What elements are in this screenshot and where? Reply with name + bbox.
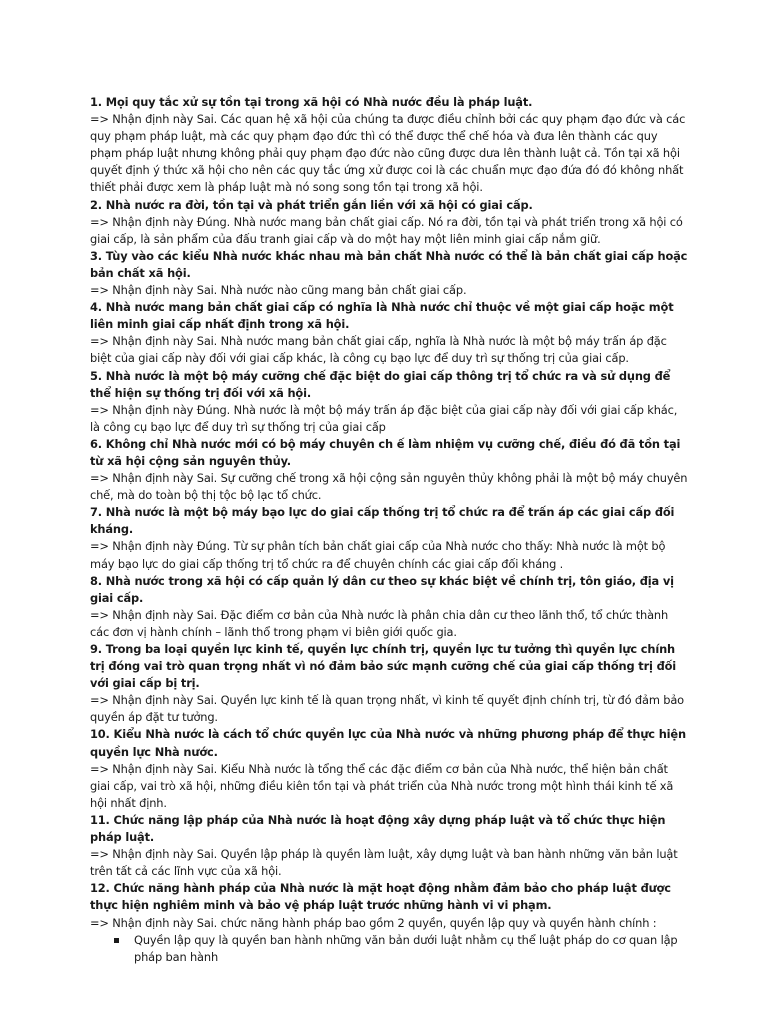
square-bullet-icon <box>114 938 119 943</box>
qa-item-7 <box>90 504 690 572</box>
answer-7: => Nhận định này Đúng. Từ sự phân tích bản chất giai cấp của Nhà nước cho thấy: Nhà nước là một bộ máy bạo lực do giai cấp thống trị tổ chức ra để chuyên chính các giai cấp đối kháng . <box>90 539 666 571</box>
document-body <box>90 94 690 966</box>
question-7: 7. Nhà nước là một bộ máy bạo lực do giai cấp thống trị tổ chức ra để trấn áp các giai cấp đối kháng. <box>90 505 675 537</box>
question-11: 11. Chức năng lập pháp của Nhà nước là hoạt động xây dựng pháp luật và tổ chức thực hiện pháp luật. <box>90 812 666 845</box>
question-10: 10. Kiểu Nhà nước là cách tổ chức quyền lực của Nhà nước và những phương pháp để thực hiện quyền lực Nhà nước. <box>90 727 686 759</box>
qa-item-1 <box>90 94 690 197</box>
answer-4: => Nhận định này Sai. Nhà nước mang bản chất giai cấp, nghĩa là Nhà nước là một bộ máy trấn áp đặc biệt của giai cấp này đối với giai cấp khác, là công cụ bạo lực để duy trì sự thống trị của giai cấp. <box>90 334 667 366</box>
question-1: 1. Mọi quy tắc xử sự tồn tại trong xã hội có Nhà nước đều là pháp luật. <box>90 95 533 109</box>
qa-item-10 <box>90 726 690 811</box>
answer-5: => Nhận định này Đúng. Nhà nước là một bộ máy trấn áp đặc biệt của giai cấp này đối với giai cấp khác, là công cụ bạo lực để duy trì sự thống trị của giai cấp <box>90 402 678 434</box>
answer-2: => Nhận định này Đúng. Nhà nước mang bản chất giai cấp. Nó ra đời, tồn tại và phát triển trong xã hội có giai cấp, là sản phẩm của đấu tranh giai cấp và do một hay một liên minh giai cấp nắm giữ. <box>90 214 683 246</box>
question-8: 8. Nhà nước trong xã hội có cấp quản lý dân cư theo sự khác biệt về chính trị, tôn giáo, địa vị giai cấp. <box>90 573 674 605</box>
qa-item-8 <box>90 573 690 641</box>
qa-item-4 <box>90 299 690 367</box>
bullet-item <box>134 932 690 966</box>
answer-6: => Nhận định này Sai. Sự cưỡng chế trong xã hội cộng sản nguyên thủy không phải là một bộ máy chuyên chế, mà do toàn bộ thị tộc bộ lạc tổ chức. <box>90 471 688 503</box>
question-4: 4. Nhà nước mang bản chất giai cấp có nghĩa là Nhà nước chỉ thuộc về một giai cấp hoặc một liên minh giai cấp nhất định trong xã hội. <box>90 300 674 332</box>
answer-10: => Nhận định này Sai. Kiểu Nhà nước là tổng thể các đặc điểm cơ bản của Nhà nước, thể hiện bản chất giai cấp, vai trò xã hội, những điều kiên tồn tại và phát triển của Nhà nước trong một hình thái kinh tế xã hội nhất định. <box>90 761 674 810</box>
answer-9: => Nhận định này Sai. Quyền lực kinh tế là quan trọng nhất, vì kinh tế quyết định chính trị, từ đó đảm bảo quyền áp đặt tư tưởng. <box>90 693 684 725</box>
qa-item-3 <box>90 248 690 299</box>
bullet-text: Quyền lập quy là quyền ban hành những văn bản dưới luật nhằm cụ thể luật pháp do cơ quan lập pháp ban hành <box>134 932 678 964</box>
bullet-list <box>90 932 690 966</box>
question-3: 3. Tùy vào các kiểu Nhà nước khác nhau mà bản chất Nhà nước có thể là bản chất giai cấp hoặc bản chất xã hội. <box>90 248 688 280</box>
answer-3: => Nhận định này Sai. Nhà nước nào cũng mang bản chất giai cấp. <box>90 283 467 298</box>
qa-item-11 <box>90 812 690 880</box>
question-5: 5. Nhà nước là một bộ máy cưỡng chế đặc biệt do giai cấp thông trị tổ chức ra và sử dụng để thể hiện sự thống trị đối với xã hội. <box>90 368 671 400</box>
qa-item-2 <box>90 197 690 248</box>
answer-11: => Nhận định này Sai. Quyền lập pháp là quyền làm luật, xây dựng luật và ban hành những văn bản luật trên tất cả các lĩnh vực của xã hội. <box>90 847 678 879</box>
qa-item-9 <box>90 641 690 726</box>
question-2: 2. Nhà nước ra đời, tồn tại và phát triển gắn liền với xã hội có giai cấp. <box>90 197 533 212</box>
answer-1: => Nhận định này Sai. Các quan hệ xã hội của chúng ta được điều chỉnh bởi các quy phạm đạo đức và các quy phạm pháp luật, mà các quy phạm đạo đức thì có thể được thể chế hóa và đưa lên thành các quy phạm pháp luật nhưng không phải quy phạm đạo đức nào cũng được dưa lên thành luật cả. Tồn tại xã hội quyết định ý thức xã hội cho nên các quy tắc ứng xử được coi là các chuẩn mực đạo đứa đó đó không nhất thiết phải được xem là pháp luật mà nó song song tồn tại trong xã hội. <box>90 112 686 195</box>
qa-item-5 <box>90 368 690 436</box>
answer-8: => Nhận định này Sai. Đặc điểm cơ bản của Nhà nước là phân chia dân cư theo lãnh thổ, tổ chức thành các đơn vị hành chính – lãnh thổ trong phạm vi biên giới quốc gia. <box>90 607 669 639</box>
question-6: 6. Không chỉ Nhà nước mới có bộ máy chuyên ch ế làm nhiệm vụ cưỡng chế, điều đó đã tồn tại từ xã hội cộng sản nguyên thủy. <box>90 436 681 468</box>
qa-item-6 <box>90 436 690 504</box>
answer-12: => Nhận định này Sai. chức năng hành pháp bao gồm 2 quyền, quyền lập quy và quyền hành chính : <box>90 915 657 930</box>
question-9: 9. Trong ba loại quyền lực kinh tế, quyền lực chính trị, quyền lực tư tưởng thì quyền lực chính trị đóng vai trò quan trọng nhất vì nó đảm bảo sức mạnh cưỡng chế của giai cấp thống trị đối với giai cấp bị trị. <box>90 642 677 691</box>
question-12: 12. Chức năng hành pháp của Nhà nước là mặt hoạt động nhằm đảm bảo cho pháp luật được thực hiện nghiêm minh và bảo vệ pháp luật trước những hành vi vi phạm. <box>90 881 671 913</box>
qa-item-12 <box>90 880 690 931</box>
